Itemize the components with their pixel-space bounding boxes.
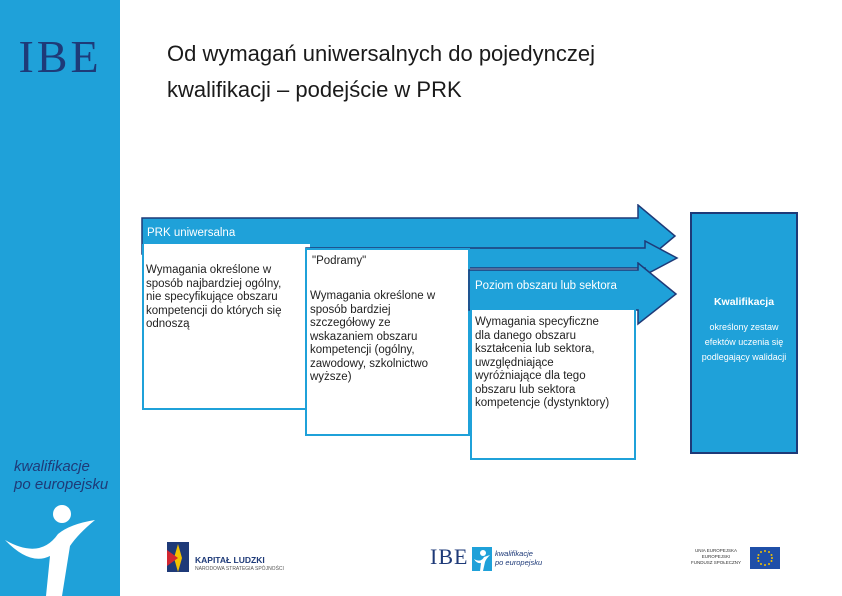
- kapital-ludzki-logo: [165, 538, 290, 574]
- sector-label: Poziom obszaru lub sektora: [475, 280, 617, 292]
- footer-kpe-text: kwalifikacje po europejsku: [495, 549, 543, 567]
- kapital-ludzki-title: KAPITAŁ LUDZKI: [195, 555, 265, 565]
- frames-text: Wymagania określone w sposób bardziej szczegółowy ze wskazaniem obszaru kompetencji (ogólny, zawodowy, szkolnictwo wyższe): [310, 290, 436, 383]
- sidebar-caption-line2: po europejsku: [14, 476, 109, 493]
- kapital-ludzki-emblem-icon: [165, 538, 191, 574]
- qualification-box: [690, 212, 798, 454]
- frames-label: "Podramy": [312, 255, 367, 267]
- footer-ibe-logo: IBE: [430, 544, 469, 569]
- slide-title-line2: kwalifikacji – podejście w PRK: [167, 77, 462, 102]
- universal-text: Wymagania określone w sposób najbardziej ogólny, nie specyfikujące obszaru kompetencji do których się odnoszą: [146, 264, 282, 330]
- kpe-figure-icon: [472, 547, 492, 571]
- sidebar-caption: [14, 458, 118, 494]
- eu-fund-text: UNIA EUROPEJSKA EUROPEJSKI FUNDUSZ SPOŁECZNY: [690, 548, 741, 565]
- sector-text: Wymagania specyficzne dla danego obszaru kształcenia lub sektora, uwzględniające wyróżniające dla tego obszaru lub sektora kompetencje (dystynktory): [475, 316, 610, 409]
- slide-title-line1: Od wymagań uniwersalnych do pojedynczej: [167, 41, 596, 66]
- kapital-ludzki-subtitle: NARODOWA STRATEGIA SPÓJNOŚCI: [195, 566, 284, 572]
- qualification-title: Kwalifikacja: [713, 296, 775, 308]
- person-figure-icon: [0, 500, 120, 596]
- ibe-logo: IBE: [18, 31, 102, 82]
- eu-flag-icon: [750, 547, 780, 569]
- slide-title: [167, 36, 787, 108]
- universal-prk-label: PRK uniwersalna: [147, 227, 236, 239]
- qualification-description: określony zestaw efektów uczenia się podlegający walidacji: [701, 322, 787, 362]
- sidebar: [0, 0, 120, 596]
- sidebar-caption-line1: kwalifikacje: [14, 458, 90, 475]
